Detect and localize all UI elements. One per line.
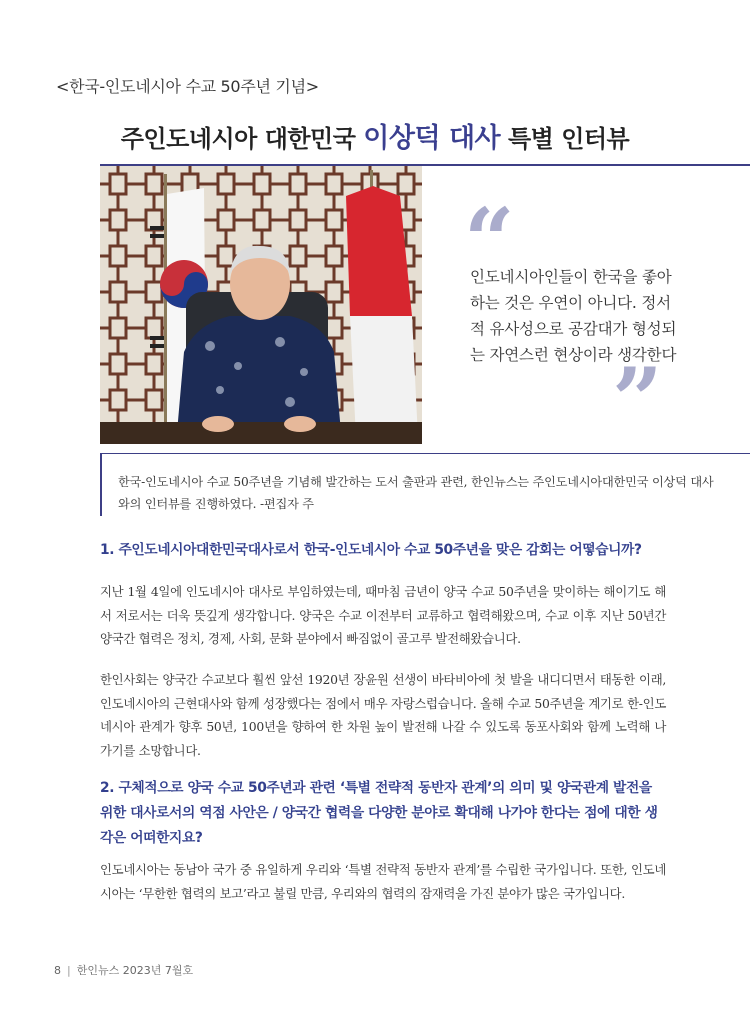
editor-note: 한국-인도네시아 수교 50주년을 기념해 발간하는 도서 출판과 관련, 한인뉴스는 주인도네시아대한민국 이상덕 대사와의 인터뷰를 진행하였다. -편집자 주 [118,475,714,511]
quote-open-mark: “ [464,188,515,292]
answer-1-paragraph-1: 지난 1월 4일에 인도네시아 대사로 부임하였는데, 때마침 금년이 양국 수교 50주년을 맞이하는 해이기도 해서 저로서는 더욱 뜻깊게 생각합니다. 양국은 수교 이전부터 교류하고 협력해왔으며, 수교 이후 지난 50년간 양국간 협력은 정치, 경제, 사회, 문화 분야에서 빠짐없이 골고루 발전해왔습니다. [100,584,666,646]
answer-2-paragraph-1: 인도네시아는 동남아 국가 중 유일하게 우리와 ‘특별 전략적 동반자 관계’를 수립한 국가입니다. 또한, 인도네시아는 ‘무한한 협력의 보고’라고 불릴 만큼, 우리와의 협력의 잠재력을 가진 분야가 많은 국가입니다. [100,862,666,901]
question-1: 1. 주인도네시아대한민국대사로서 한국-인도네시아 수교 50주년을 맞은 감회는 어떻습니까? [100,542,642,558]
ambassador-photo [100,166,422,444]
page-footer [54,962,193,978]
page-number: 8 [54,964,61,977]
page-title [0,116,750,155]
title-suffix: 특별 인터뷰 [500,125,630,153]
publication-name: 한인뉴스 2023년 7월호 [76,964,194,977]
question-2: 2. 구체적으로 양국 수교 50주년과 관련 ‘특별 전략적 동반자 관계’의 의미 및 양국관계 발전을 위한 대사로서의 역점 사안은 / 양국간 협력을 다양한 분야로 확대해 나가야 한다는 점에 대한 생각은 어떠한지요? [100,780,658,846]
title-highlight-name: 이상덕 대사 [363,123,501,154]
supertitle: <한국-인도네시아 수교 50주년 기념> [56,77,319,96]
answer-1-paragraph-2: 한인사회는 양국간 수교보다 훨씬 앞선 1920년 장윤원 선생이 바타비아에 첫 발을 내디디면서 태동한 이래, 인도네시아의 근현대사와 함께 성장했다는 점에서 매우 자랑스럽습니다. 올해 수교 50주년을 계기로 한-인도네시아 관계가 향후 50년, 100년을 향하여 한 차원 높이 발전해 나갈 수 있도록 동포사회와 함께 노력해 나가기를 소망합니다. [100,672,666,758]
title-prefix: 주인도네시아 대한민국 [120,125,364,153]
footer-separator: | [67,964,71,977]
quote-close-mark: ” [612,348,663,452]
pull-quote: 인도네시아인들이 한국을 좋아하는 것은 우연이 아니다. 정서적 유사성으로 공감대가 형성되는 자연스런 현상이라 생각한다 [470,268,677,364]
